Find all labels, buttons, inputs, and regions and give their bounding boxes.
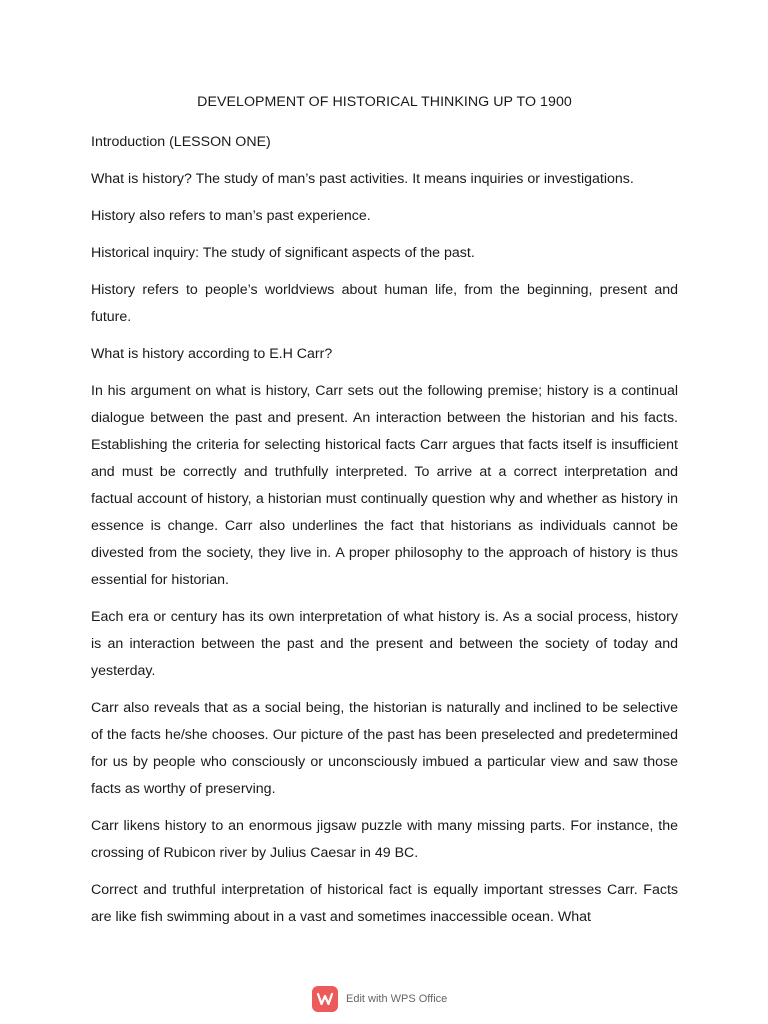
paragraph-social-being: Carr also reveals that as a social being, the historian is naturally and inclined to be selective of the facts he/she chooses. Our picture of the past has been preselected and predetermined for us by people who consciously or unconsciously imbued a particular view and saw those facts as worthy of preserving. xyxy=(91,700,678,797)
paragraph-jigsaw: Carr likens history to an enormous jigsaw puzzle with many missing parts. For instance, the crossing of Rubicon river by Julius Caesar in 49 BC. xyxy=(91,818,678,861)
paragraph-fish-ocean: Correct and truthful interpretation of historical fact is equally important stresses Carr. Facts are like fish swimming about in a vast and sometimes inaccessible ocean. What xyxy=(91,882,678,925)
paragraph-historical-inquiry: Historical inquiry: The study of significant aspects of the past. xyxy=(91,245,475,261)
paragraph-introduction-heading: Introduction (LESSON ONE) xyxy=(91,134,271,150)
paragraph-carr-premise: In his argument on what is history, Carr sets out the following premise; history is a continual dialogue between the past and present. An interaction between the historian and his facts. Establishing the criteria for selecting historical facts Carr argues that facts itself is insufficient and must be correctly and truthfully interpreted. To arrive at a correct interpretation and factual account of history, a historian must continually question why and whether as history in essence is change. Carr also underlines the fact that historians as individuals cannot be divested from the society, they live in. A proper philosophy to the approach of history is thus essential for historian. xyxy=(91,383,678,588)
document-body xyxy=(91,92,678,941)
paragraph-worldviews: History refers to people’s worldviews about human life, from the beginning, present and future. xyxy=(91,282,678,325)
wps-edit-label: Edit with WPS Office xyxy=(346,993,448,1005)
wps-edit-link[interactable] xyxy=(312,985,447,1013)
paragraph-era-interpretation: Each era or century has its own interpretation of what history is. As a social process, history is an interaction between the past and the present and between the society of today and yesterday. xyxy=(91,609,678,679)
wps-office-logo-icon xyxy=(312,986,338,1012)
document-title: DEVELOPMENT OF HISTORICAL THINKING UP TO 1900 xyxy=(197,94,572,110)
paragraph-past-experience: History also refers to man’s past experience. xyxy=(91,208,371,224)
paragraph-what-is-history: What is history? The study of man’s past activities. It means inquiries or investigations. xyxy=(91,171,634,187)
paragraph-carr-heading: What is history according to E.H Carr? xyxy=(91,346,333,362)
